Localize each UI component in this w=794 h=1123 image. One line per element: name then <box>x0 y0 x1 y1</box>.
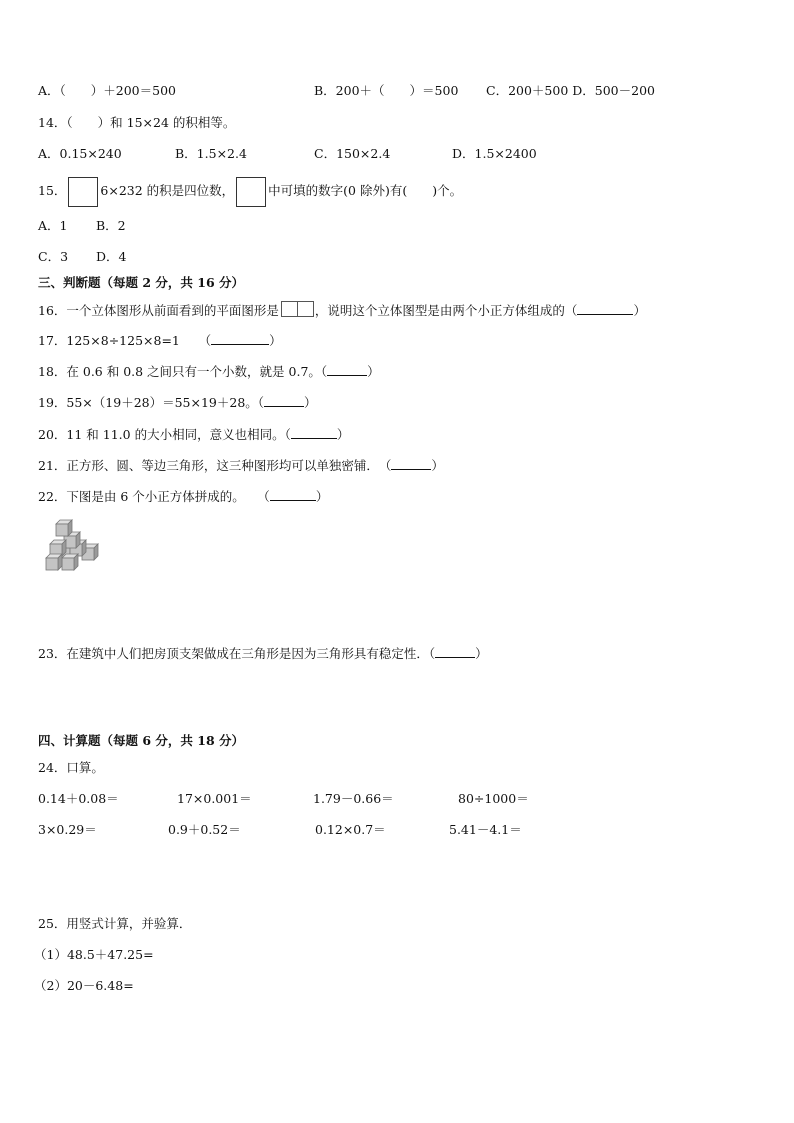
q14-stem: 14．（ ）和 15×24 的积相等。 <box>38 115 236 130</box>
q23-answer-blank <box>435 645 475 658</box>
q16-answer-blank <box>577 302 633 315</box>
q18 <box>38 363 380 381</box>
q15-answer-box-1 <box>68 177 98 207</box>
q20-answer-blank <box>291 426 337 439</box>
q15-tail-text: 中可填的数字(0 除外)有( )个。 <box>268 183 463 198</box>
q14-option-a: A．0.15×240 <box>38 146 122 161</box>
q21-text: 21．正方形、圆、等边三角形，这三种图形均可以单独密铺． （ <box>38 458 392 473</box>
q23-text: 23．在建筑中人们把房顶支架做成在三角形是因为三角形具有稳定性．（ <box>38 646 436 661</box>
q25-part-2: （2）20－6.48= <box>34 978 134 993</box>
q23 <box>38 645 488 663</box>
q14-option-b: B．1.5×2.4 <box>175 146 247 161</box>
q23-close-paren: ） <box>475 646 488 661</box>
q24-item: 5.41－4.1＝ <box>449 822 522 837</box>
q20 <box>38 426 349 444</box>
q24-item: 1.79－0.66＝ <box>313 791 394 806</box>
q17-text: 17．125×8÷125×8=1 （ <box>38 333 212 348</box>
q19-text: 19．55×（19＋28）＝55×19＋28。（ <box>38 395 265 410</box>
q17 <box>38 332 282 350</box>
q16-post-text: ，说明这个立体图型是由两个小正方体组成的（ <box>314 303 578 318</box>
q15-stem <box>38 176 462 207</box>
q18-answer-blank <box>327 363 367 376</box>
q14-option-d: D．1.5×2400 <box>452 146 537 161</box>
section-3-heading: 三、判断题（每题 2 分，共 16 分） <box>38 275 245 290</box>
q15-mid-text: 6×232 的积是四位数， <box>100 183 235 198</box>
q15-option-b: B．2 <box>96 218 126 233</box>
q19-answer-blank <box>264 394 304 407</box>
stacked-cubes-figure <box>44 518 100 572</box>
q18-text: 18．在 0.6 和 0.8 之间只有一个小数，就是 0.7。（ <box>38 364 328 379</box>
q24-item: 17×0.001＝ <box>177 791 252 806</box>
q15-number: 15． <box>38 183 67 198</box>
q15-answer-box-2 <box>236 177 266 207</box>
q13-option-a: A．（ ）＋200＝500 <box>38 83 176 98</box>
q24-item: 80÷1000＝ <box>458 791 529 806</box>
q16 <box>38 301 646 322</box>
q22 <box>38 488 328 506</box>
q16-pre-text: 16．一个立体图形从前面看到的平面图形是 <box>38 303 279 318</box>
q13-option-cd: C．200＋500 D．500－200 <box>486 83 655 98</box>
q14-option-c: C．150×2.4 <box>314 146 391 161</box>
q19-close-paren: ） <box>304 395 317 410</box>
q25-stem: 25．用竖式计算，并验算． <box>38 916 192 931</box>
q15-option-c: C．3 <box>38 249 69 264</box>
q18-close-paren: ） <box>367 364 380 379</box>
q21-close-paren: ） <box>431 458 444 473</box>
q20-close-paren: ） <box>336 427 350 442</box>
q22-answer-blank <box>270 488 316 501</box>
q21-answer-blank <box>391 457 431 470</box>
q20-text: 20．11 和 11.0 的大小相同，意义也相同。（ <box>38 427 291 442</box>
q17-answer-blank <box>211 332 269 345</box>
q24-item: 3×0.29＝ <box>38 822 97 837</box>
q15-option-d: D．4 <box>96 249 127 264</box>
q25-part-1: （1）48.5＋47.25= <box>34 947 154 962</box>
q17-close-paren: ） <box>269 333 282 348</box>
q13-option-b: B．200＋（ ）＝500 <box>314 83 459 98</box>
q24-stem: 24．口算。 <box>38 760 104 775</box>
q24-item: 0.9＋0.52＝ <box>168 822 241 837</box>
q24-item: 0.14＋0.08＝ <box>38 791 119 806</box>
two-squares-figure <box>281 301 313 322</box>
q22-text: 22．下图是由 6 个小正方体拼成的。 （ <box>38 489 270 504</box>
q19 <box>38 394 317 412</box>
q22-close-paren: ） <box>315 489 329 504</box>
q15-option-a: A．1 <box>38 218 68 233</box>
q24-item: 0.12×0.7＝ <box>315 822 386 837</box>
q16-close-paren: ） <box>633 303 646 318</box>
q21 <box>38 457 444 475</box>
section-4-heading: 四、计算题（每题 6 分，共 18 分） <box>38 733 245 748</box>
